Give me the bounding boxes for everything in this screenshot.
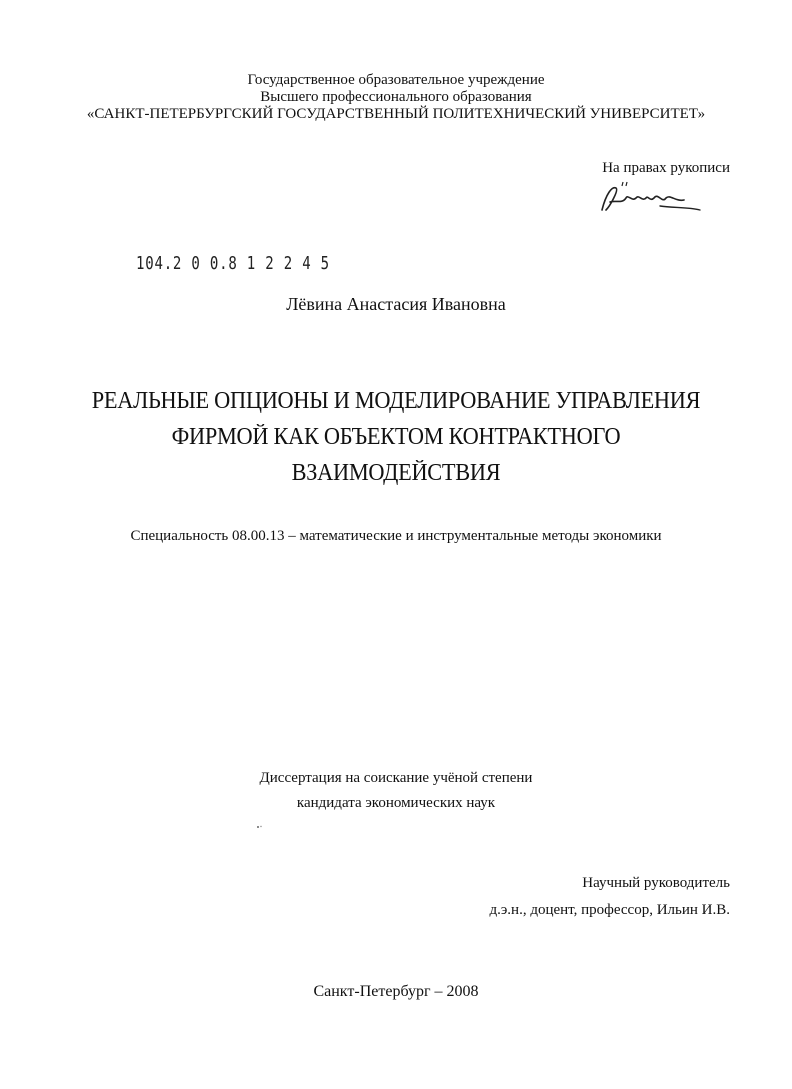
manuscript-rights-note: На правах рукописи — [602, 160, 730, 176]
institution-line-2: Высшего профессионального образования — [260, 89, 532, 105]
registration-number: 104.2 0 0.8 1 2 2 4 5 — [136, 253, 330, 274]
title-line-1: РЕАЛЬНЫЕ ОПЦИОНЫ И МОДЕЛИРОВАНИЕ УПРАВЛЕНИЯ — [91, 388, 701, 414]
author-name: Лёвина Анастасия Ивановна — [286, 294, 506, 314]
author-signature — [592, 180, 704, 220]
city-year: Санкт-Петербург – 2008 — [313, 983, 479, 1000]
specialty: Специальность 08.00.13 – математические и инструментальные методы экономики — [130, 528, 662, 544]
title-line-2: ФИРМОЙ КАК ОБЪЕКТОМ КОНТРАКТНОГО — [171, 424, 621, 450]
institution-line-1: Государственное образовательное учреждение — [247, 72, 545, 88]
institution-line-3: «САНКТ-ПЕТЕРБУРГСКИЙ ГОСУДАРСТВЕННЫЙ ПОЛИТЕХНИЧЕСКИЙ УНИВЕРСИТЕТ» — [86, 106, 706, 122]
adviser-label: Научный руководитель — [582, 875, 730, 891]
degree-line-1: Диссертация на соискание учёной степени — [259, 770, 533, 786]
scan-speck — [256, 825, 262, 829]
degree-line-2: кандидата экономических наук — [296, 795, 496, 811]
title-line-3: ВЗАИМОДЕЙСТВИЯ — [291, 460, 501, 486]
adviser-name: д.э.н., доцент, профессор, Ильин И.В. — [489, 902, 730, 918]
